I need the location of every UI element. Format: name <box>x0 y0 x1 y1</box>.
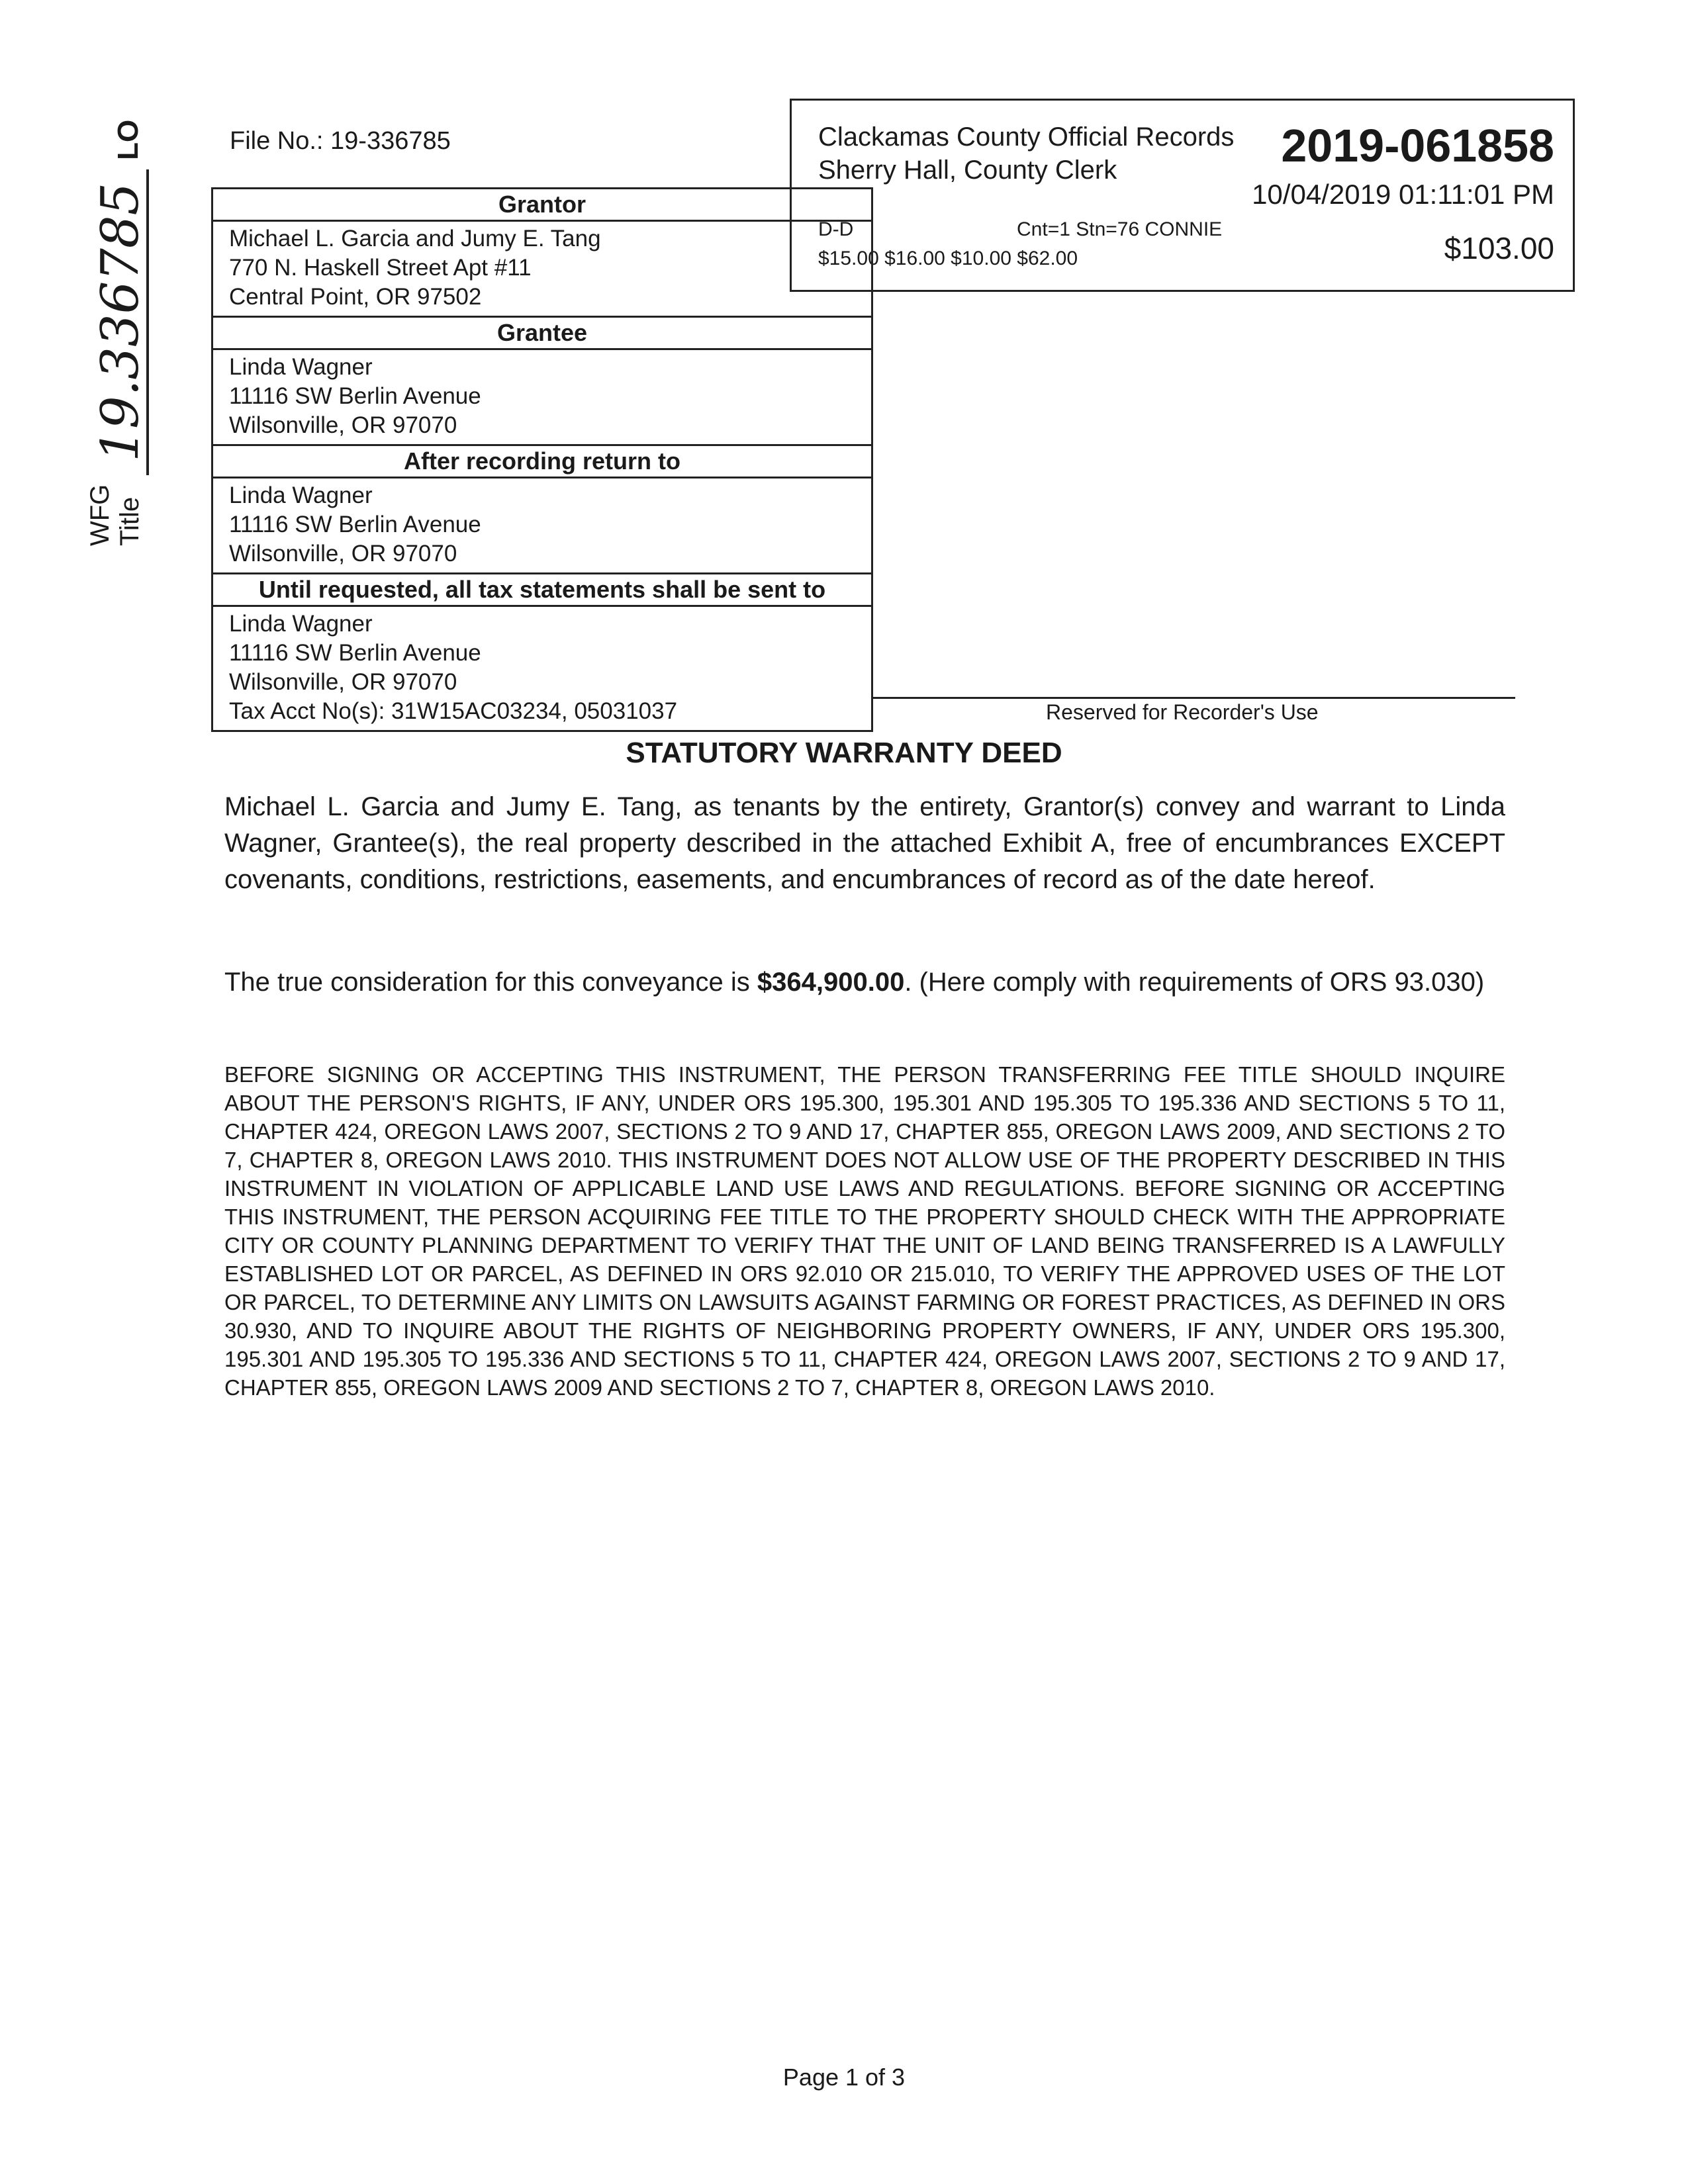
document-title: STATUTORY WARRANTY DEED <box>626 737 1062 769</box>
tax-block <box>213 607 871 730</box>
county-records-line: Clackamas County Official Records <box>818 122 1235 152</box>
side-file-stamp <box>76 119 150 546</box>
recorder-divider <box>873 697 1515 699</box>
grantor-block <box>213 222 871 318</box>
consideration-amount: $364,900.00 <box>757 968 905 997</box>
fee-breakdown: $15.00 $16.00 $10.00 $62.00 <box>818 248 1078 269</box>
county-clerk-line: Sherry Hall, County Clerk <box>818 156 1117 185</box>
tax-name: Linda Wagner <box>229 611 373 637</box>
recording-timestamp: 10/04/2019 01:11:01 PM <box>1252 179 1554 210</box>
return-block <box>213 478 871 574</box>
tax-header: Until requested, all tax statements shall be sent to <box>213 574 871 607</box>
total-fee: $103.00 <box>1444 231 1554 265</box>
page-number: Page 1 of 3 <box>782 2064 906 2091</box>
return-header: After recording return to <box>213 446 871 478</box>
tax-street: 11116 SW Berlin Avenue <box>229 640 481 666</box>
grantor-name: Michael L. Garcia and Jumy E. Tang <box>229 226 601 251</box>
consideration-lead: The true consideration for this conveyance is <box>224 968 757 997</box>
return-city: Wilsonville, OR 97070 <box>229 541 457 567</box>
tax-city: Wilsonville, OR 97070 <box>229 669 457 695</box>
handwritten-file-number: 19.336785 <box>95 169 149 475</box>
officer-code: LO <box>112 119 144 160</box>
recording-codes <box>818 218 1222 241</box>
consideration-paragraph <box>224 964 1505 1001</box>
grantor-street: 770 N. Haskell Street Apt #11 <box>229 255 532 281</box>
recording-stamp <box>790 99 1575 292</box>
tax-account-numbers: Tax Acct No(s): 31W15AC03234, 05031037 <box>229 698 678 724</box>
consideration-tail: . (Here comply with requirements of ORS 93.030) <box>904 968 1485 997</box>
conveyance-paragraph: Michael L. Garcia and Jumy E. Tang, as tenants by the entirety, Grantor(s) convey and warrant to Linda Wagner, Grantee(s), the real property described in the attached Exhibit A, free of encumbrances EXCEPT covenants, conditions, restrictions, easements, and encumbrances of record as of the date hereof. <box>224 792 1505 894</box>
recording-office <box>818 120 1234 187</box>
return-street: 11116 SW Berlin Avenue <box>229 512 481 537</box>
station-counts: Cnt=1 Stn=76 CONNIE <box>1017 218 1223 240</box>
grantor-header: Grantor <box>213 189 871 222</box>
grantee-name: Linda Wagner <box>229 354 373 380</box>
grantee-header: Grantee <box>213 318 871 350</box>
grantee-block <box>213 350 871 446</box>
document-type: D-D <box>818 218 854 240</box>
title-company-label: WFG Title <box>85 484 144 546</box>
party-table <box>211 187 873 732</box>
return-name: Linda Wagner <box>229 482 373 508</box>
land-use-notice: BEFORE SIGNING OR ACCEPTING THIS INSTRUMENT, THE PERSON TRANSFERRING FEE TITLE SHOULD INQUIRE ABOUT THE PERSON'S RIGHTS, IF ANY, UNDER ORS 195.300, 195.301 AND 195.305 TO 195.336 AND SECTIONS 5 TO 11, CHAPTER 424, OREGON LAWS 2007, SECTIONS 2 TO 9 AND 17, CHAPTER 855, OREGON LAWS 2009, AND SECTIONS 2 TO 7, CHAPTER 8, OREGON LAWS 2010. THIS INSTRUMENT DOES NOT ALLOW USE OF THE PROPERTY DESCRIBED IN THIS INSTRUMENT IN VIOLATION OF APPLICABLE LAND USE LAWS AND REGULATIONS. BEFORE SIGNING OR ACCEPTING THIS INSTRUMENT, THE PERSON ACQUIRING FEE TITLE TO THE PROPERTY SHOULD CHECK WITH THE APPROPRIATE CITY OR COUNTY PLANNING DEPARTMENT TO VERIFY THAT THE UNIT OF LAND BEING TRANSFERRED IS A LAWFULLY ESTABLISHED LOT OR PARCEL, AS DEFINED IN ORS 92.010 OR 215.010, TO VERIFY THE APPROVED USES OF THE LOT OR PARCEL, TO DETERMINE ANY LIMITS ON LAWSUITS AGAINST FARMING OR FOREST PRACTICES, AS DEFINED IN ORS 30.930, AND TO INQUIRE ABOUT THE RIGHTS OF NEIGHBORING PROPERTY OWNERS, IF ANY, UNDER ORS 195.300, 195.301 AND 195.305 TO 195.336 AND SECTIONS 5 TO 11, CHAPTER 424, OREGON LAWS 2007, SECTIONS 2 TO 9 AND 17, CHAPTER 855, OREGON LAWS 2009 AND SECTIONS 2 TO 7, CHAPTER 8, OREGON LAWS 2010. <box>224 1062 1505 1400</box>
grantee-street: 11116 SW Berlin Avenue <box>229 383 481 409</box>
grantor-city: Central Point, OR 97502 <box>229 284 482 310</box>
recorder-use-label: Reserved for Recorder's Use <box>1046 700 1319 724</box>
recording-number: 2019-061858 <box>1281 120 1554 171</box>
file-number: File No.: 19-336785 <box>230 127 451 155</box>
grantee-city: Wilsonville, OR 97070 <box>229 412 457 438</box>
